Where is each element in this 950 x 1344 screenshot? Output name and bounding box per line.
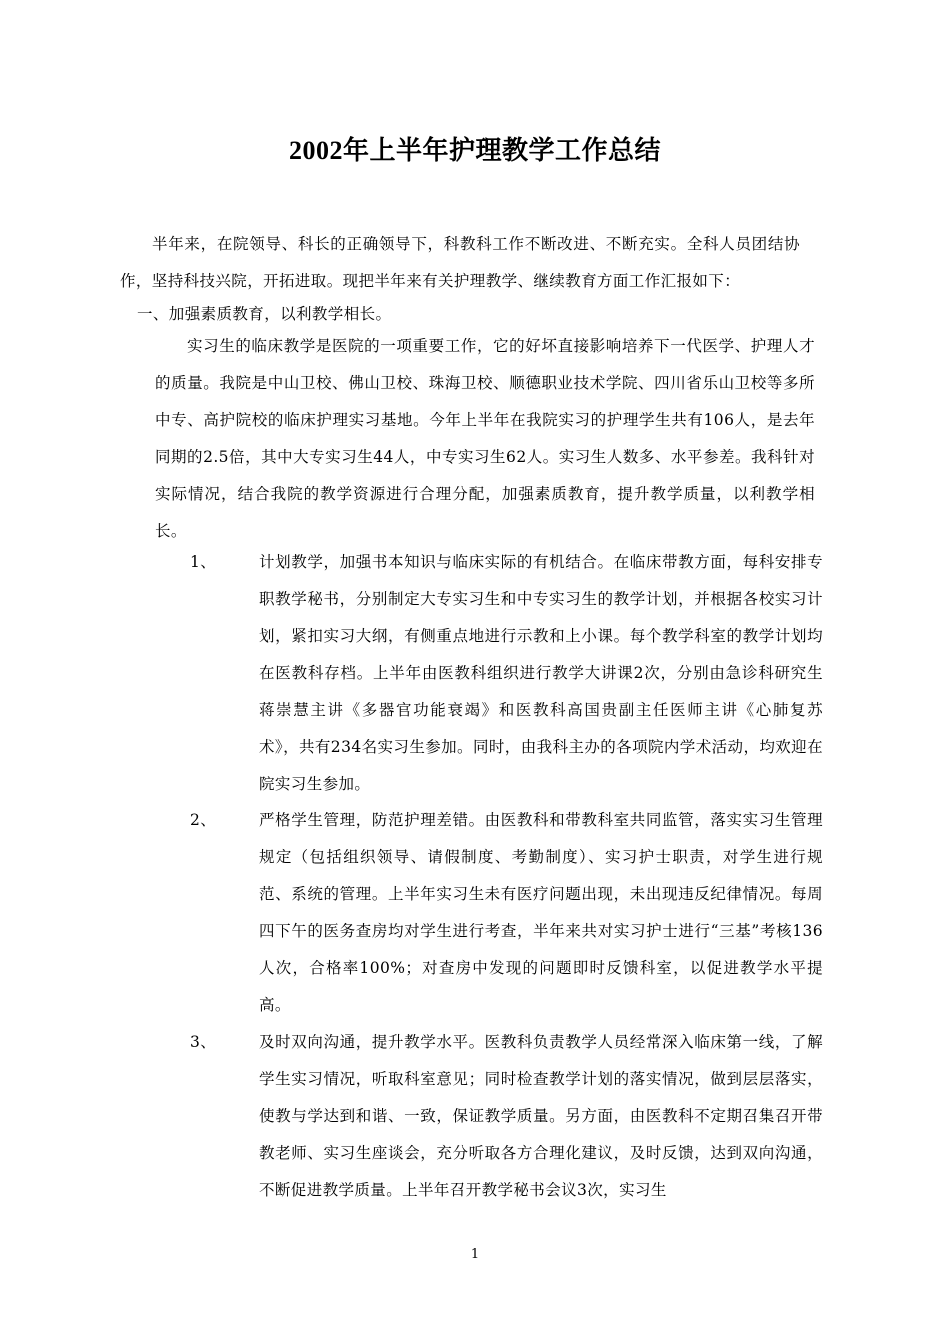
section-paragraph: 实习生的临床教学是医院的一项重要工作，它的好坏直接影响培养下一代医学、护理人才的质量。我院是中山卫校、佛山卫校、珠海卫校、顺德职业技术学院、四川省乐山卫校等多所中专、高护院校的临床护理实习基地。今年上半年在我院实习的护理学生共有106人，是去年同期的2.5倍，其中大专实习生44人，中专实习生62人。实习生人数多、水平参差。我科针对实际情况，结合我院的教学资源进行合理分配，加强素质教育，提升教学质量，以利教学相长。 [155,337,815,540]
page-number: 1 [470,1247,480,1262]
list-item-number: 1、 [190,553,217,571]
section-heading: 一、加强素质教育，以利教学相长。 [137,305,392,323]
list-item-number: 2、 [190,811,217,829]
document-title: 2002年上半年护理教学工作总结 [288,136,661,165]
list-item-number: 3、 [190,1033,217,1051]
list-item-text: 严格学生管理，防范护理差错。由医教科和带教科室共同监管，落实实习生管理规定（包括组织领导、请假制度、考勤制度）、实习护士职责，对学生进行规范、系统的管理。上半年实习生未有医疗问题出现，未出现违反纪律情况。每周四下午的医务查房均对学生进行考查，半年来共对实习护士进行“三基”考核136人次，合格率100%；对查房中发现的问题即时反馈科室，以促进教学水平提高。 [259,811,823,1014]
list-item-text: 及时双向沟通，提升教学水平。医教科负责教学人员经常深入临床第一线，了解学生实习情况，听取科室意见；同时检查教学计划的落实情况，做到层层落实，使教与学达到和谐、一致，保证教学质量。另方面，由医教科不定期召集召开带教老师、实习生座谈会，充分听取各方合理化建议，及时反馈，达到双向沟通，不断促进教学质量。上半年召开教学秘书会议3次，实习生 [259,1033,823,1199]
intro-paragraph: 半年来，在院领导、科长的正确领导下，科教科工作不断改进、不断充实。全科人员团结协作，坚持科技兴院，开拓进取。现把半年来有关护理教学、继续教育方面工作汇报如下： [120,235,800,290]
list-item-text: 计划教学，加强书本知识与临床实际的有机结合。在临床带教方面，每科安排专职教学秘书，分别制定大专实习生和中专实习生的教学计划，并根据各校实习计划，紧扣实习大纲，有侧重点地进行示教和上小课。每个教学科室的教学计划均在医教科存档。上半年由医教科组织进行教学大讲课2次，分别由急诊科研究生蒋崇慧主讲《多器官功能衰竭》和医教科高国贵副主任医师主讲《心肺复苏术》，共有234名实习生参加。同时，由我科主办的各项院内学术活动，均欢迎在院实习生参加。 [259,553,823,793]
